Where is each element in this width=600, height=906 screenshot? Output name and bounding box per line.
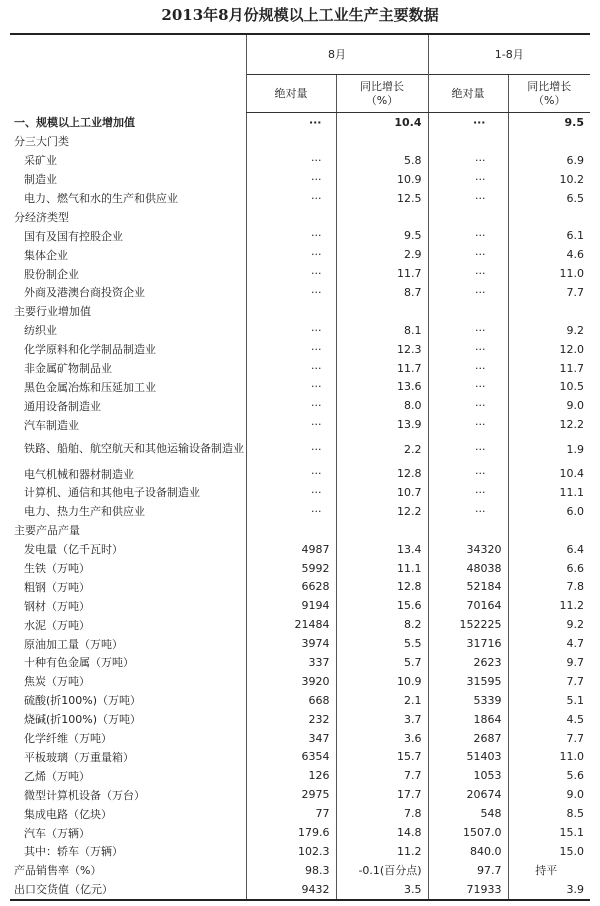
month-yoy-cell: 13.9 (336, 415, 428, 434)
month-absolute-cell: ··· (246, 340, 336, 359)
month-yoy-cell: 8.1 (336, 321, 428, 340)
month-yoy-cell: 9.5 (336, 226, 428, 245)
month-absolute-cell (246, 302, 336, 321)
cumulative-absolute-cell: ··· (428, 113, 508, 132)
cumulative-yoy-cell: 11.0 (508, 748, 590, 767)
cumulative-absolute-cell: 1864 (428, 710, 508, 729)
cumulative-yoy-cell: 5.6 (508, 766, 590, 785)
month-absolute-cell: ··· (246, 434, 336, 464)
month-absolute-cell: 126 (246, 766, 336, 785)
cumulative-absolute-cell: 34320 (428, 540, 508, 559)
cumulative-absolute-cell: 840.0 (428, 842, 508, 861)
cumulative-absolute-cell (428, 207, 508, 226)
month-absolute-cell: 21484 (246, 615, 336, 634)
header-yoy-growth: 同比增长 （%） (336, 75, 428, 113)
table-row (10, 340, 590, 359)
month-yoy-cell: 10.9 (336, 672, 428, 691)
month-yoy-cell: 3.5 (336, 880, 428, 900)
table-row (10, 577, 590, 596)
row-label: 分经济类型 (14, 210, 69, 224)
month-absolute-cell: ··· (246, 170, 336, 189)
month-absolute-cell: 4987 (246, 540, 336, 559)
row-label: 电力、燃气和水的生产和供应业 (24, 192, 178, 205)
row-label: 出口交货值（亿元） (10, 880, 246, 900)
table-row (10, 415, 590, 434)
cumulative-yoy-cell: 7.7 (508, 672, 590, 691)
month-absolute-cell: ··· (246, 226, 336, 245)
month-yoy-cell: 3.6 (336, 729, 428, 748)
row-label: 制造业 (24, 173, 57, 187)
cumulative-yoy-cell: 9.0 (508, 785, 590, 804)
month-yoy-cell: 10.7 (336, 483, 428, 502)
row-label: 主要行业增加值 (14, 305, 91, 319)
header-absolute: 绝对量 (246, 75, 336, 113)
cumulative-absolute-cell: ··· (428, 502, 508, 521)
statistics-table (10, 33, 590, 901)
table-row (10, 502, 590, 521)
row-label: 汽车制造业 (24, 418, 79, 432)
table-row (10, 377, 590, 396)
month-absolute-cell: 337 (246, 653, 336, 672)
row-label: 发电量（亿千瓦时） (24, 543, 123, 557)
month-yoy-cell: 14.8 (336, 823, 428, 842)
month-yoy-cell: 5.7 (336, 653, 428, 672)
section-row (10, 302, 590, 321)
cumulative-absolute-cell: 71933 (428, 880, 508, 900)
cumulative-yoy-cell: 5.1 (508, 691, 590, 710)
table-row (10, 189, 590, 208)
month-yoy-cell: 11.7 (336, 264, 428, 283)
section-row (10, 132, 590, 151)
row-label: 钢材（万吨） (24, 599, 90, 613)
month-absolute-cell: ··· (246, 245, 336, 264)
table-row (10, 434, 590, 464)
row-label: 纺织业 (24, 324, 57, 338)
row-label: 乙烯（万吨） (24, 769, 90, 783)
table-row (10, 880, 590, 900)
table-row (10, 113, 590, 132)
cumulative-yoy-cell: 1.9 (508, 434, 590, 464)
month-yoy-cell: 11.2 (336, 842, 428, 861)
month-absolute-cell (246, 207, 336, 226)
row-label: 外商及港澳台商投资企业 (24, 286, 145, 300)
month-yoy-cell: 12.3 (336, 340, 428, 359)
month-absolute-cell: ··· (246, 377, 336, 396)
cumulative-yoy-cell: 12.0 (508, 340, 590, 359)
month-absolute-cell: 77 (246, 804, 336, 823)
cumulative-absolute-cell: 70164 (428, 596, 508, 615)
month-absolute-cell: 98.3 (246, 861, 336, 880)
table-row (10, 596, 590, 615)
row-label: 通用设备制造业 (24, 399, 101, 413)
table-row (10, 359, 590, 378)
table-row (10, 264, 590, 283)
row-label: 股份制企业 (24, 267, 79, 281)
month-yoy-cell: 2.1 (336, 691, 428, 710)
month-absolute-cell: ··· (246, 502, 336, 521)
month-yoy-cell (336, 207, 428, 226)
row-label: 计算机、通信和其他电子设备制造业 (24, 486, 200, 500)
cumulative-yoy-cell: 6.5 (508, 189, 590, 208)
table-row (10, 559, 590, 578)
cumulative-yoy-cell (508, 207, 590, 226)
table-row (10, 464, 590, 483)
row-label: 采矿业 (24, 154, 57, 168)
row-label: 电气机械和器材制造业 (24, 467, 134, 481)
cumulative-absolute-cell: ··· (428, 170, 508, 189)
month-absolute-cell: ··· (246, 359, 336, 378)
cumulative-absolute-cell: 31595 (428, 672, 508, 691)
month-absolute-cell: ··· (246, 483, 336, 502)
cumulative-yoy-cell: 8.5 (508, 804, 590, 823)
cumulative-absolute-cell: ··· (428, 340, 508, 359)
month-yoy-cell: 12.5 (336, 189, 428, 208)
month-yoy-cell: 10.4 (336, 113, 428, 132)
month-absolute-cell: 347 (246, 729, 336, 748)
table-row (10, 861, 590, 880)
table-row (10, 283, 590, 302)
month-absolute-cell: 232 (246, 710, 336, 729)
cumulative-yoy-cell: 4.5 (508, 710, 590, 729)
month-absolute-cell: ··· (246, 464, 336, 483)
month-yoy-cell: 15.6 (336, 596, 428, 615)
cumulative-yoy-cell: 10.5 (508, 377, 590, 396)
table-row (10, 804, 590, 823)
row-label: 化学原料和化学制品制造业 (24, 343, 156, 357)
table-row (10, 672, 590, 691)
cumulative-absolute-cell (428, 302, 508, 321)
month-absolute-cell: ··· (246, 396, 336, 415)
cumulative-absolute-cell: ··· (428, 283, 508, 302)
cumulative-yoy-cell (508, 132, 590, 151)
cumulative-yoy-cell: 11.7 (508, 359, 590, 378)
month-absolute-cell: 102.3 (246, 842, 336, 861)
cumulative-absolute-cell: ··· (428, 151, 508, 170)
month-yoy-cell: 8.0 (336, 396, 428, 415)
month-yoy-cell: 12.2 (336, 502, 428, 521)
table-row (10, 615, 590, 634)
cumulative-absolute-cell: 51403 (428, 748, 508, 767)
table-row (10, 823, 590, 842)
cumulative-yoy-cell: 7.7 (508, 729, 590, 748)
cumulative-yoy-cell: 6.1 (508, 226, 590, 245)
cumulative-yoy-cell: 4.7 (508, 634, 590, 653)
table-row (10, 483, 590, 502)
table-row (10, 170, 590, 189)
month-yoy-cell: -0.1(百分点) (336, 861, 428, 880)
month-yoy-cell (336, 132, 428, 151)
month-yoy-cell: 17.7 (336, 785, 428, 804)
row-label: 主要产品产量 (14, 524, 80, 538)
cumulative-absolute-cell: 97.7 (428, 861, 508, 880)
table-row (10, 729, 590, 748)
month-absolute-cell: ··· (246, 415, 336, 434)
cumulative-absolute-cell: ··· (428, 434, 508, 464)
row-label: 产品销售率（%） (14, 864, 102, 878)
row-label: 原油加工量（万吨） (24, 637, 123, 651)
table-row (10, 634, 590, 653)
month-absolute-cell: ··· (246, 321, 336, 340)
row-label: 非金属矿物制品业 (24, 362, 112, 376)
month-absolute-cell: 179.6 (246, 823, 336, 842)
month-yoy-cell: 12.8 (336, 464, 428, 483)
cumulative-absolute-cell: ··· (428, 359, 508, 378)
cumulative-absolute-cell: 31716 (428, 634, 508, 653)
row-label: 电力、热力生产和供应业 (24, 505, 145, 519)
month-absolute-cell: ··· (246, 189, 336, 208)
row-label: 集体企业 (24, 248, 68, 262)
row-label: 一、规模以上工业增加值 (14, 116, 135, 130)
month-absolute-cell: 9194 (246, 596, 336, 615)
row-label: 微型计算机设备（万台） (24, 788, 145, 802)
header-absolute: 绝对量 (428, 75, 508, 113)
month-yoy-cell: 10.9 (336, 170, 428, 189)
month-yoy-cell: 2.2 (336, 434, 428, 464)
cumulative-yoy-cell (508, 521, 590, 540)
cumulative-yoy-cell: 9.2 (508, 615, 590, 634)
cumulative-yoy-cell: 10.4 (508, 464, 590, 483)
month-absolute-cell: 3974 (246, 634, 336, 653)
cumulative-yoy-cell: 6.9 (508, 151, 590, 170)
month-absolute-cell: 2975 (246, 785, 336, 804)
cumulative-absolute-cell: 1053 (428, 766, 508, 785)
cumulative-absolute-cell: ··· (428, 377, 508, 396)
month-yoy-cell: 3.7 (336, 710, 428, 729)
cumulative-absolute-cell (428, 132, 508, 151)
table-row (10, 785, 590, 804)
month-yoy-cell: 5.8 (336, 151, 428, 170)
cumulative-yoy-cell: 15.0 (508, 842, 590, 861)
cumulative-absolute-cell: 5339 (428, 691, 508, 710)
cumulative-absolute-cell: 20674 (428, 785, 508, 804)
month-absolute-cell: 6628 (246, 577, 336, 596)
cumulative-yoy-cell: 12.2 (508, 415, 590, 434)
row-label: 集成电路（亿块） (24, 807, 112, 821)
page-title: 2013年8月份规模以上工业生产主要数据 (161, 6, 439, 24)
month-yoy-cell: 2.9 (336, 245, 428, 264)
cumulative-absolute-cell: 52184 (428, 577, 508, 596)
header-blank (10, 34, 246, 113)
row-label: 生铁（万吨） (24, 562, 90, 576)
cumulative-yoy-cell: 7.8 (508, 577, 590, 596)
month-absolute-cell: 9432 (246, 880, 336, 900)
month-absolute-cell: 6354 (246, 748, 336, 767)
row-label: 烧碱(折100%)（万吨） (24, 713, 142, 727)
table-row (10, 321, 590, 340)
cumulative-absolute-cell: ··· (428, 483, 508, 502)
month-yoy-cell: 11.7 (336, 359, 428, 378)
header-period-august: 8月 (246, 34, 428, 75)
cumulative-yoy-cell (508, 302, 590, 321)
table-row (10, 766, 590, 785)
month-yoy-cell: 12.8 (336, 577, 428, 596)
month-absolute-cell: ··· (246, 283, 336, 302)
month-yoy-cell: 7.7 (336, 766, 428, 785)
cumulative-yoy-cell: 11.1 (508, 483, 590, 502)
table-row (10, 540, 590, 559)
month-absolute-cell: ··· (246, 113, 336, 132)
month-absolute-cell (246, 132, 336, 151)
cumulative-yoy-cell: 7.7 (508, 283, 590, 302)
cumulative-absolute-cell: ··· (428, 189, 508, 208)
cumulative-yoy-cell: 9.7 (508, 653, 590, 672)
month-absolute-cell: 5992 (246, 559, 336, 578)
month-yoy-cell: 8.7 (336, 283, 428, 302)
cumulative-yoy-cell: 11.0 (508, 264, 590, 283)
month-yoy-cell (336, 302, 428, 321)
cumulative-yoy-cell: 6.6 (508, 559, 590, 578)
month-yoy-cell: 8.2 (336, 615, 428, 634)
cumulative-absolute-cell: ··· (428, 226, 508, 245)
cumulative-absolute-cell: 1507.0 (428, 823, 508, 842)
month-yoy-cell: 15.7 (336, 748, 428, 767)
month-yoy-cell: 11.1 (336, 559, 428, 578)
table-row (10, 842, 590, 861)
cumulative-yoy-cell: 持平 (508, 861, 590, 880)
row-label: 分三大门类 (14, 135, 69, 149)
month-absolute-cell: 668 (246, 691, 336, 710)
table-row (10, 151, 590, 170)
cumulative-absolute-cell: ··· (428, 321, 508, 340)
header-yoy-growth: 同比增长 （%） (508, 75, 590, 113)
table-row (10, 691, 590, 710)
month-absolute-cell: ··· (246, 151, 336, 170)
table-row (10, 710, 590, 729)
month-yoy-cell: 13.6 (336, 377, 428, 396)
row-label: 其中：轿车（万辆） (24, 845, 123, 859)
table-row (10, 226, 590, 245)
row-label: 汽车（万辆） (24, 826, 90, 840)
cumulative-absolute-cell: ··· (428, 415, 508, 434)
cumulative-yoy-cell: 9.5 (508, 113, 590, 132)
row-label: 化学纤维（万吨） (24, 732, 112, 746)
month-absolute-cell (246, 521, 336, 540)
cumulative-yoy-cell: 6.0 (508, 502, 590, 521)
cumulative-absolute-cell: 152225 (428, 615, 508, 634)
cumulative-absolute-cell: 48038 (428, 559, 508, 578)
month-yoy-cell: 7.8 (336, 804, 428, 823)
row-label: 水泥（万吨） (24, 618, 90, 632)
cumulative-absolute-cell: ··· (428, 396, 508, 415)
cumulative-yoy-cell: 11.2 (508, 596, 590, 615)
section-row (10, 207, 590, 226)
month-yoy-cell: 13.4 (336, 540, 428, 559)
table-row (10, 653, 590, 672)
cumulative-absolute-cell: ··· (428, 464, 508, 483)
cumulative-yoy-cell: 15.1 (508, 823, 590, 842)
table-row (10, 748, 590, 767)
cumulative-absolute-cell: 2687 (428, 729, 508, 748)
table-row (10, 245, 590, 264)
row-label: 十种有色金属（万吨） (24, 656, 134, 670)
row-label: 国有及国有控股企业 (24, 229, 123, 243)
cumulative-yoy-cell: 10.2 (508, 170, 590, 189)
header-period-jan-aug: 1-8月 (428, 34, 590, 75)
table-row (10, 396, 590, 415)
row-label: 焦炭（万吨） (24, 675, 90, 689)
cumulative-yoy-cell: 4.6 (508, 245, 590, 264)
month-absolute-cell: ··· (246, 264, 336, 283)
cumulative-yoy-cell: 9.2 (508, 321, 590, 340)
cumulative-yoy-cell: 9.0 (508, 396, 590, 415)
row-label: 硫酸(折100%)（万吨） (24, 694, 142, 708)
row-label: 粗钢（万吨） (24, 580, 90, 594)
cumulative-absolute-cell (428, 521, 508, 540)
month-yoy-cell (336, 521, 428, 540)
month-absolute-cell: 3920 (246, 672, 336, 691)
row-label: 平板玻璃（万重量箱） (24, 750, 134, 764)
cumulative-absolute-cell: 2623 (428, 653, 508, 672)
cumulative-yoy-cell: 3.9 (508, 880, 590, 900)
cumulative-absolute-cell: ··· (428, 264, 508, 283)
section-row (10, 521, 590, 540)
cumulative-absolute-cell: ··· (428, 245, 508, 264)
row-label: 铁路、船舶、航空航天和其他运输设备制造业 (24, 442, 244, 456)
cumulative-yoy-cell: 6.4 (508, 540, 590, 559)
row-label: 黑色金属冶炼和压延加工业 (24, 380, 156, 394)
month-yoy-cell: 5.5 (336, 634, 428, 653)
cumulative-absolute-cell: 548 (428, 804, 508, 823)
